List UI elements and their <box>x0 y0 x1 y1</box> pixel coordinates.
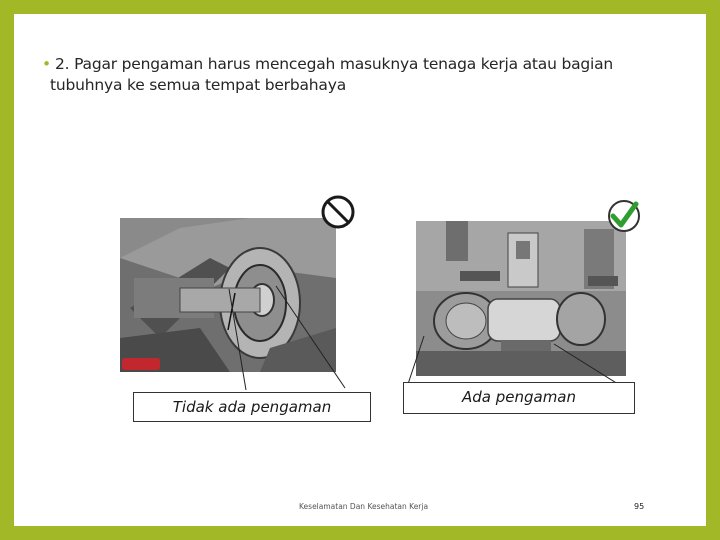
caption-connectors <box>14 14 706 526</box>
bullet-marker: • <box>42 55 51 73</box>
bullet-line-2: tubuhnya ke semua tempat berbahaya <box>50 76 346 94</box>
caption-with-guard-text: Ada pengaman <box>461 388 577 406</box>
bullet-line-1: 2. Pagar pengaman harus mencegah masuknya tenaga kerja atau bagian <box>54 55 614 73</box>
page-number: 95 <box>634 502 645 511</box>
slide-canvas <box>14 14 706 526</box>
caption-no-guard <box>133 392 371 422</box>
caption-with-guard <box>403 382 635 414</box>
caption-no-guard-text: Tidak ada pengaman <box>172 398 332 416</box>
footer-text: Keselamatan Dan Kesehatan Kerja <box>299 502 429 511</box>
